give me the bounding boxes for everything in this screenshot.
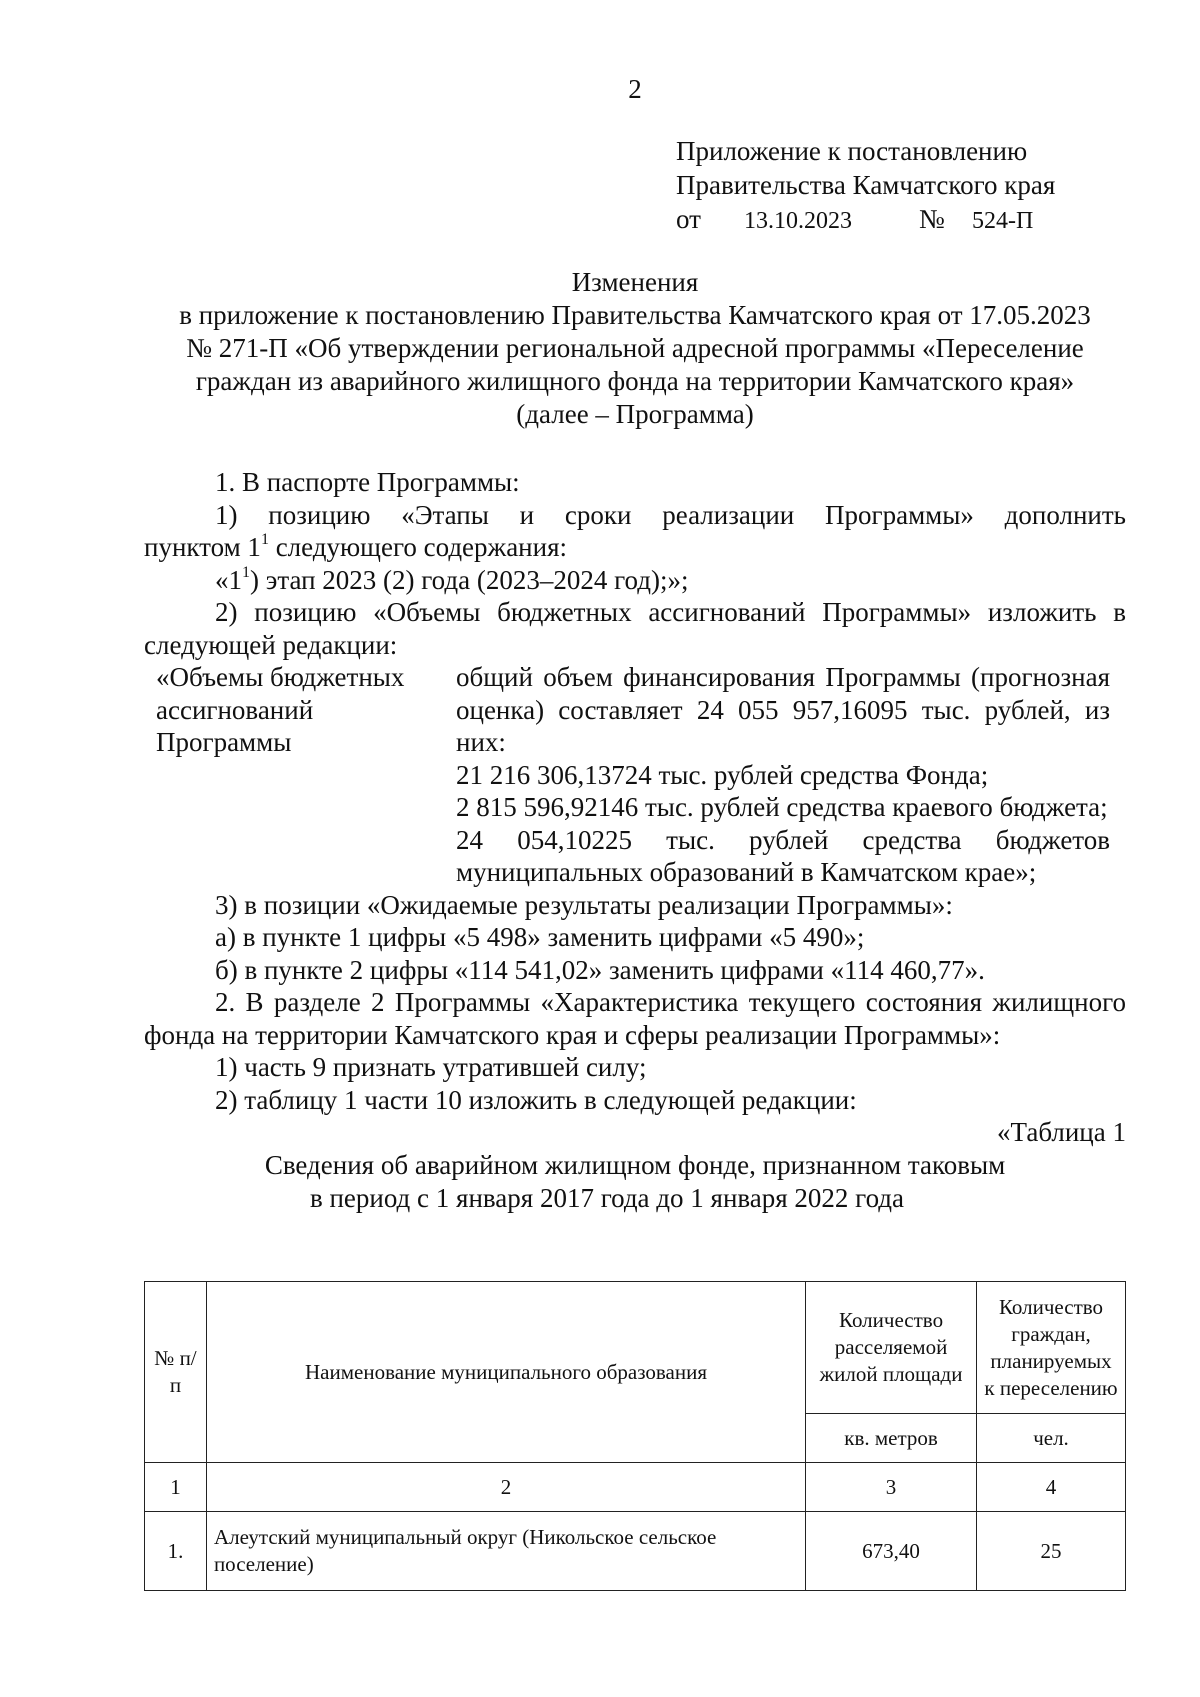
passport-left-line-3: Программы (156, 727, 292, 757)
housing-table (144, 1281, 1126, 1591)
table-title-line-1: Сведения об аварийном жилищном фонде, признанном таковым (264, 1149, 1006, 1180)
decree-number: 524-П (972, 208, 1034, 234)
text-fragment: следующего содержания: (268, 532, 567, 562)
paragraph-10: 2) таблицу 1 части 10 изложить в следующей редакции: (215, 1084, 857, 1115)
paragraph-1: 1. В паспорте Программы: (215, 467, 520, 497)
superscript: 1 (260, 531, 269, 548)
colnum-1: 1 (145, 1463, 207, 1512)
text-fragment: пунктом 1 (144, 532, 261, 562)
header-area: Количество расселяемой жилой площади (806, 1282, 977, 1414)
appendix-header (676, 134, 1055, 238)
document-body (144, 466, 1126, 1215)
header-name: Наименование муниципального образования (206, 1282, 805, 1463)
colnum-2: 2 (206, 1463, 805, 1512)
title-line-3: граждан из аварийного жилищного фонда на территории Камчатского края» (195, 366, 1075, 396)
superscript: 1 (242, 563, 250, 581)
table-label: «Таблица 1 (997, 1117, 1126, 1147)
paragraph-3 (144, 564, 1126, 597)
appendix-line-1: Приложение к постановлению (676, 136, 1028, 166)
passport-position (144, 661, 1126, 889)
page-number: 2 (628, 74, 642, 104)
paragraph-5: 3) в позиции «Ожидаемые результаты реализации Программы»: (215, 889, 953, 920)
table-title (144, 1149, 1126, 1215)
text-fragment: ) этап 2023 (2) года (2023–2024 год);»; (250, 564, 689, 595)
table-colnum-row (145, 1463, 1126, 1512)
header-people-unit: чел. (977, 1414, 1126, 1463)
header-people: Количество граждан, планируемых к переселению (977, 1282, 1126, 1414)
paragraph-4: 2) позицию «Объемы бюджетных ассигнований Программы» изложить в следующей редакции: (144, 597, 1126, 660)
table-row (145, 1512, 1126, 1591)
paragraph-6: а) в пункте 1 цифры «5 498» заменить цифрами «5 490»; (215, 922, 865, 952)
document-title (144, 266, 1126, 431)
header-num: № п/п (145, 1282, 207, 1463)
title-heading: Изменения (571, 267, 699, 297)
paragraph-8: 2. В разделе 2 Программы «Характеристика текущего состояния жилищного фонда на территории Камчатского края и сферы реализации Программы»: (144, 987, 1126, 1050)
row-area: 673,40 (806, 1512, 977, 1591)
header-area-unit: кв. метров (806, 1414, 977, 1463)
passport-regional-budget: 2 815 596,92146 тыс. рублей средства краевого бюджета; (456, 792, 1108, 822)
passport-right-column (456, 661, 1110, 889)
paragraph-2-line-1: 1) позицию «Этапы и сроки реализации Программы» дополнить (215, 499, 1126, 530)
colnum-3: 3 (806, 1463, 977, 1512)
row-name: Алеутский муниципальный округ (Никольское сельское поселение) (206, 1512, 805, 1591)
title-line-4: (далее – Программа) (516, 399, 754, 429)
colnum-4: 4 (977, 1463, 1126, 1512)
paragraph-7: б) в пункте 2 цифры «114 541,02» заменить цифрами «114 460,77». (215, 954, 985, 985)
paragraph-2-line-2 (144, 531, 1126, 564)
paragraph-9: 1) часть 9 признать утратившей силу; (215, 1052, 647, 1082)
passport-municipal-budget: 24 054,10225 тыс. рублей средства бюджетов муниципальных образований в Камчатском крае»; (456, 824, 1110, 887)
appendix-date-line (676, 202, 1055, 238)
passport-total: общий объем финансирования Программы (прогнозная оценка) составляет 24 055 957,16095 тыс. рублей, из них: (456, 662, 1110, 757)
table-header-row (145, 1282, 1126, 1414)
passport-left-line-1: «Объемы бюджетных (156, 662, 405, 692)
title-line-2: № 271-П «Об утверждении региональной адресной программы «Переселение (186, 333, 1084, 363)
table-title-line-2: в период с 1 января 2017 года до 1 января 2022 года (309, 1182, 905, 1213)
text-fragment: «1 (215, 564, 242, 595)
title-line-1: в приложение к постановлению Правительства Камчатского края от 17.05.2023 (179, 300, 1091, 330)
number-sign: № (919, 204, 945, 234)
row-num: 1. (145, 1512, 207, 1591)
decree-date: 13.10.2023 (744, 208, 852, 234)
passport-fund: 21 216 306,13724 тыс. рублей средства Фонда; (456, 759, 989, 790)
from-label: от (676, 204, 701, 234)
passport-left-line-2: ассигнований (156, 694, 314, 725)
passport-left-column (156, 661, 456, 889)
appendix-line-2: Правительства Камчатского края (676, 170, 1056, 200)
row-people: 25 (977, 1512, 1126, 1591)
